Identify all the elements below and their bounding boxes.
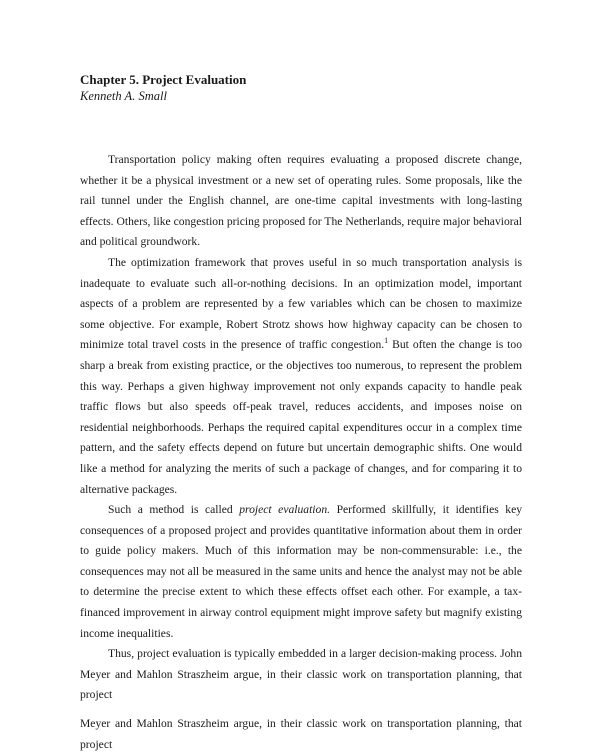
paragraph-4-repeat-line: Meyer and Mahlon Straszheim argue, in their classic work on transportation planning, that project	[80, 717, 522, 751]
paragraph-4: Thus, project evaluation is typically embedded in a larger decision-making process. John Meyer and Mahlon Straszheim argue, in their classic work on transportation planning, that project	[80, 647, 522, 702]
paragraph-2-part-a: The optimization framework that proves useful in so much transportation analysis is inadequate to evaluate such all-or-nothing decisions. In an optimization model, important aspects of a problem are represented by a few variables which can be chosen to maximize some objective. For example, Robert Strotz shows how highway capacity can be chosen to minimize total travel costs in the presence of traffic congestion.	[80, 255, 522, 352]
paragraph-2	[80, 253, 522, 500]
paragraph-3-part-a: Such a method is called	[108, 503, 240, 517]
emphasis-project-evaluation: project evaluation.	[239, 503, 331, 517]
paragraph-3-part-b: Performed skillfully, it identifies key consequences of a proposed project and provides quantitative information about them in order to guide policy makers. Much of this information may be non-commensurable: i.e., the consequences may not all be measured in the same units and hence the analyst may not be able to determine the precise extent to which these effects offset each other. For example, a tax-financed improvement in airway control equipment might improve safety but magnify existing income inequalities.	[80, 503, 523, 640]
author-name: Kenneth A. Small	[80, 89, 167, 103]
body-text	[80, 150, 522, 755]
footnote-marker[interactable]: 1	[384, 336, 389, 346]
paragraph-3	[80, 500, 522, 644]
paragraph-1: Transportation policy making often requires evaluating a proposed discrete change, whether it be a physical investment or a new set of operating rules. Some proposals, like the rail tunnel under the English channel, are one-time capital investments with long-lasting effects. Others, like congestion pricing proposed for The Netherlands, require major behavioral and political groundwork.	[80, 153, 522, 249]
chapter-title: Chapter 5. Project Evaluation	[80, 72, 247, 87]
paragraph-2-part-b: But often the change is too sharp a break from existing practice, or the objectives too numerous, to represent the problem this way. Perhaps a given highway improvement not only expands capacity to handle peak traffic flows but also speeds off-peak travel, reduces accidents, and imposes noise on residential neighborhoods. Perhaps the required capital expenditures occur in a complex time pattern, and the safety effects depend on future but uncertain demographic shifts. One would like a method for analyzing the merits of such a package of changes, and for comparing it to alternative packages.	[80, 338, 522, 496]
